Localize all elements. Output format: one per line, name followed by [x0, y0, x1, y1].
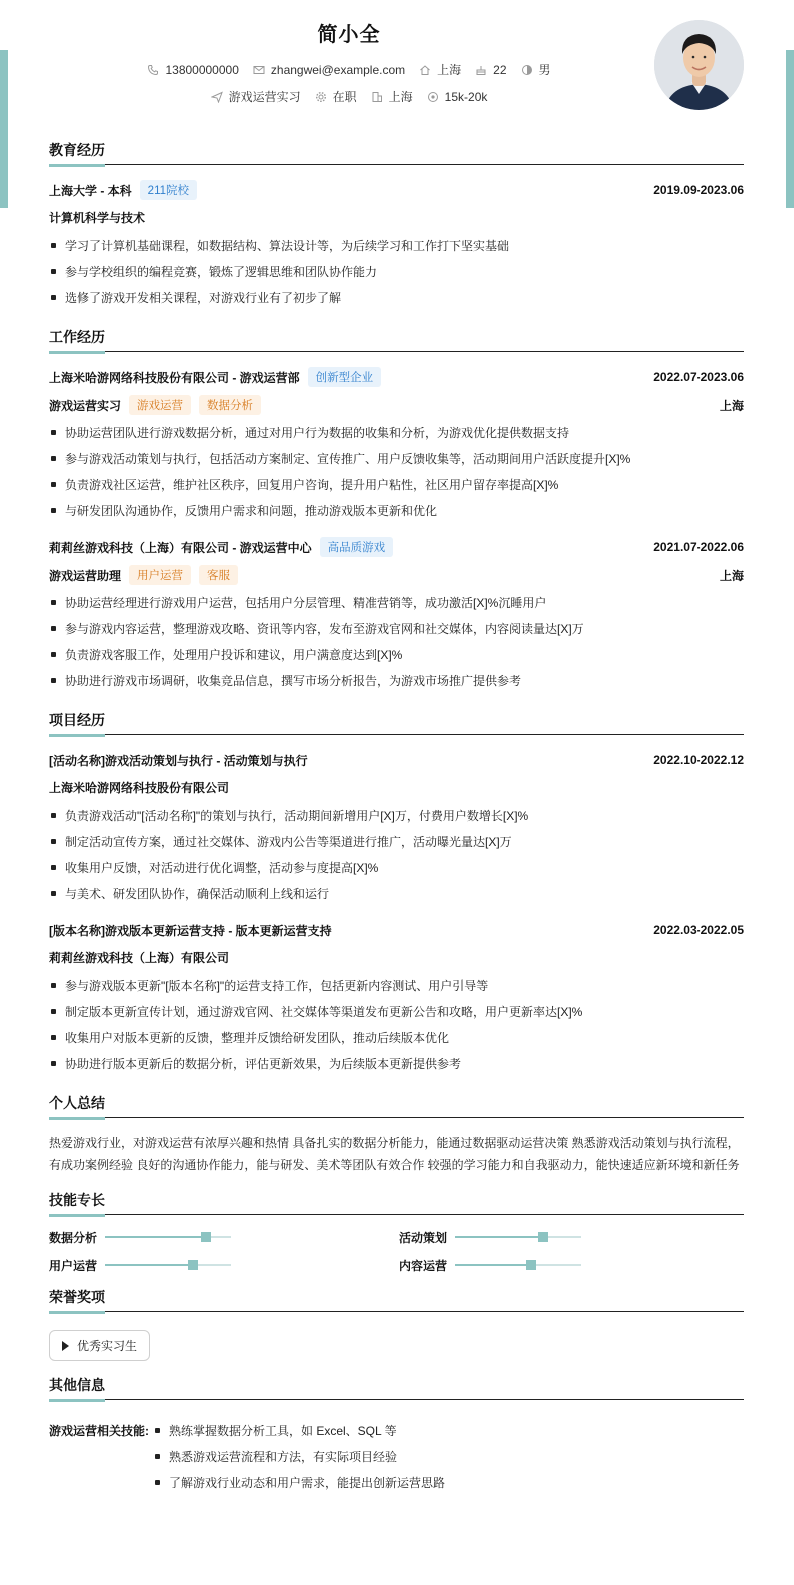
list-item: 协助进行游戏市场调研，收集竞品信息，撰写市场分析报告，为游戏市场推广提供参考: [49, 670, 744, 696]
project-name: [版本名称]游戏版本更新运营支持 - 版本更新运营支持: [49, 923, 332, 938]
coin-icon: [427, 91, 439, 103]
summary-line: 热爱游戏行业，对游戏运营有浓厚兴趣和热情 具备扎实的数据分析能力，能通过数据驱动运营决策 熟悉游戏活动策划与执行流程，: [49, 1136, 740, 1150]
skill-item: [399, 1257, 744, 1273]
other-title: 其他信息: [49, 1375, 744, 1400]
work-city: 上海: [719, 568, 744, 583]
salary-item: [427, 88, 488, 105]
work-company-row: [49, 366, 744, 388]
left-accent-bar: [0, 50, 8, 208]
other-content: [49, 1414, 744, 1498]
location-value: 上海: [437, 63, 462, 77]
skill-level-bar: [455, 1264, 581, 1266]
skill-name: 数据分析: [49, 1230, 98, 1245]
award-badge: [49, 1330, 150, 1361]
work-bullets: [49, 592, 744, 696]
email-item: [253, 61, 405, 78]
building-icon: [371, 91, 383, 103]
list-item: 协助进行版本更新后的数据分析，评估更新效果，为后续版本更新提供参考: [49, 1053, 744, 1079]
list-item: 参与学校组织的编程竞赛，锻炼了逻辑思维和团队协作能力: [49, 261, 744, 287]
skill-level-knob: [188, 1260, 198, 1270]
projects-section: [49, 710, 744, 1079]
company-name: 上海米哈游网络科技股份有限公司 - 游戏运营部: [49, 370, 300, 385]
salary-value: 15k-20k: [444, 89, 488, 104]
list-item: 参与游戏内容运营，整理游戏攻略、资讯等内容，发布至游戏官网和社交媒体，内容阅读量达[X]万: [49, 618, 744, 644]
work-entry: [49, 366, 744, 526]
work-role-row: [49, 564, 744, 586]
list-item: 负责游戏活动"[活动名称]"的策划与执行，活动期间新增用户[X]万，付费用户数增长[X]%: [49, 805, 744, 831]
work-date: 2021.07-2022.06: [653, 540, 744, 554]
project-header-row: [49, 919, 744, 941]
role-tag: 游戏运营: [129, 395, 191, 415]
projects-title: 项目经历: [49, 710, 744, 735]
work-entry: [49, 536, 744, 696]
list-item: 收集用户反馈，对活动进行优化调整，活动参与度提高[X]%: [49, 857, 744, 883]
project-entry: [49, 749, 744, 909]
gender-icon: [521, 64, 533, 76]
status-value: 在职: [332, 90, 357, 104]
skill-name: 用户运营: [49, 1258, 98, 1273]
contact-row: [49, 61, 649, 78]
education-bullets: [49, 235, 744, 313]
summary-title: 个人总结: [49, 1093, 744, 1118]
skill-level-knob: [201, 1232, 211, 1242]
candidate-name: 简小全: [317, 24, 381, 46]
resume-header: [49, 0, 744, 140]
skill-item: [49, 1229, 399, 1245]
skill-name: 内容运营: [399, 1258, 448, 1273]
status-item: [315, 88, 357, 105]
right-accent-bar: [786, 50, 794, 208]
list-item: 与美术、研发团队协作，确保活动顺利上线和运行: [49, 883, 744, 909]
cake-icon: [475, 64, 487, 76]
list-item: 选修了游戏开发相关课程，对游戏行业有了初步了解: [49, 287, 744, 313]
awards-section: [49, 1287, 744, 1361]
work-city: 上海: [719, 398, 744, 413]
company-tag: 创新型企业: [308, 367, 382, 387]
gear-icon: [315, 91, 327, 103]
phone-value: 13800000000: [165, 62, 239, 77]
skill-item: [49, 1257, 399, 1273]
company-name: 莉莉丝游戏科技（上海）有限公司 - 游戏运营中心: [49, 540, 312, 555]
work-title: 工作经历: [49, 327, 744, 352]
role-tag: 数据分析: [199, 395, 261, 415]
skills-grid: [49, 1229, 744, 1273]
work-role-row: [49, 394, 744, 416]
school-tag: 211院校: [140, 180, 197, 200]
gender-value: 男: [538, 63, 551, 77]
resume-page: [49, 0, 744, 1512]
send-icon: [211, 91, 223, 103]
target-city-item: [371, 88, 413, 105]
awards-title: 荣誉奖项: [49, 1287, 744, 1312]
role-tag: 用户运营: [129, 565, 191, 585]
skill-level-bar: [105, 1236, 231, 1238]
project-bullets: [49, 805, 744, 909]
list-item: 熟悉游戏运营流程和方法，有实际项目经验: [153, 1446, 445, 1472]
list-item: 学习了计算机基础课程，如数据结构、算法设计等，为后续学习和工作打下坚实基础: [49, 235, 744, 261]
mail-icon: [253, 64, 265, 76]
skill-level-knob: [538, 1232, 548, 1242]
role-name: 游戏运营助理: [49, 568, 122, 583]
list-item: 负责游戏客服工作，处理用户投诉和建议，用户满意度达到[X]%: [49, 644, 744, 670]
summary-section: [49, 1093, 744, 1176]
target-city-value: 上海: [388, 90, 413, 104]
list-item: 制定活动宣传方案，通过社交媒体、游戏内公告等渠道进行推广，活动曝光量达[X]万: [49, 831, 744, 857]
project-header-row: [49, 749, 744, 771]
play-triangle-icon: [62, 1341, 69, 1351]
school-name: 上海大学 - 本科: [49, 183, 132, 198]
list-item: 了解游戏行业动态和用户需求，能提出创新运营思路: [153, 1472, 445, 1498]
work-company-row: [49, 536, 744, 558]
list-item: 参与游戏版本更新"[版本名称]"的运营支持工作，包括更新内容测试、用户引导等: [49, 975, 744, 1001]
project-name: [活动名称]游戏活动策划与执行 - 活动策划与执行: [49, 753, 308, 768]
skill-level-bar: [455, 1236, 581, 1238]
work-section: [49, 327, 744, 696]
work-bullets: [49, 422, 744, 526]
job-target-item: [211, 88, 301, 105]
role-name: 游戏运营实习: [49, 398, 122, 413]
project-entry: [49, 919, 744, 1079]
job-target-value: 游戏运营实习: [228, 90, 301, 104]
major-name: 计算机科学与技术: [49, 211, 146, 225]
skill-item: [399, 1229, 744, 1245]
skills-title: 技能专长: [49, 1190, 744, 1215]
gender-item: [521, 61, 551, 78]
skill-level-knob: [526, 1260, 536, 1270]
skill-level-bar: [105, 1264, 231, 1266]
list-item: 制定版本更新宣传计划，通过游戏官网、社交媒体等渠道发布更新公告和攻略，用户更新率达[X]%: [49, 1001, 744, 1027]
award-name: 优秀实习生: [77, 1339, 138, 1353]
other-bullets: [153, 1420, 445, 1498]
list-item: 收集用户对版本更新的反馈，整理并反馈给研发团队，推动后续版本优化: [49, 1027, 744, 1053]
project-org: 上海米哈游网络科技股份有限公司: [49, 781, 230, 795]
skills-section: [49, 1190, 744, 1273]
avatar-photo: [654, 20, 744, 110]
list-item: 参与游戏活动策划与执行，包括活动方案制定、宣传推广、用户反馈收集等，活动期间用户活跃度提升[X]%: [49, 448, 744, 474]
phone-item: [147, 61, 238, 78]
role-tag: 客服: [199, 565, 238, 585]
email-value: zhangwei@example.com: [270, 62, 406, 77]
phone-icon: [147, 64, 159, 76]
job-intent-row: [49, 88, 649, 105]
other-label: 游戏运营相关技能:: [49, 1424, 149, 1438]
education-section: [49, 140, 744, 313]
summary-line: 有成功案例经验 良好的沟通协作能力，能与研发、美术等团队有效合作 较强的学习能力和自我驱动力，能快速适应新环境和新任务: [49, 1158, 740, 1172]
other-section: [49, 1375, 744, 1498]
work-date: 2022.07-2023.06: [653, 370, 744, 384]
home-icon: [419, 64, 431, 76]
company-tag: 高品质游戏: [320, 537, 394, 557]
list-item: 熟练掌握数据分析工具，如 Excel、SQL 等: [153, 1420, 445, 1446]
education-title: 教育经历: [49, 140, 744, 165]
project-date: 2022.03-2022.05: [653, 923, 744, 937]
age-value: 22: [493, 62, 507, 77]
education-header-row: [49, 179, 744, 201]
list-item: 协助运营经理进行游戏用户运营，包括用户分层管理、精准营销等，成功激活[X]%沉睡用户: [49, 592, 744, 618]
education-date: 2019.09-2023.06: [653, 183, 744, 197]
project-org: 莉莉丝游戏科技（上海）有限公司: [49, 951, 230, 965]
list-item: 协助运营团队进行游戏数据分析，通过对用户行为数据的收集和分析，为游戏优化提供数据支持: [49, 422, 744, 448]
education-entry: [49, 179, 744, 313]
list-item: 与研发团队沟通协作，反馈用户需求和问题，推动游戏版本更新和优化: [49, 500, 744, 526]
project-date: 2022.10-2022.12: [653, 753, 744, 767]
project-bullets: [49, 975, 744, 1079]
list-item: 负责游戏社区运营，维护社区秩序，回复用户咨询，提升用户粘性，社区用户留存率提高[X]%: [49, 474, 744, 500]
location-item: [419, 61, 461, 78]
skill-name: 活动策划: [399, 1230, 448, 1245]
summary-text: [49, 1132, 744, 1176]
age-item: [475, 61, 506, 78]
